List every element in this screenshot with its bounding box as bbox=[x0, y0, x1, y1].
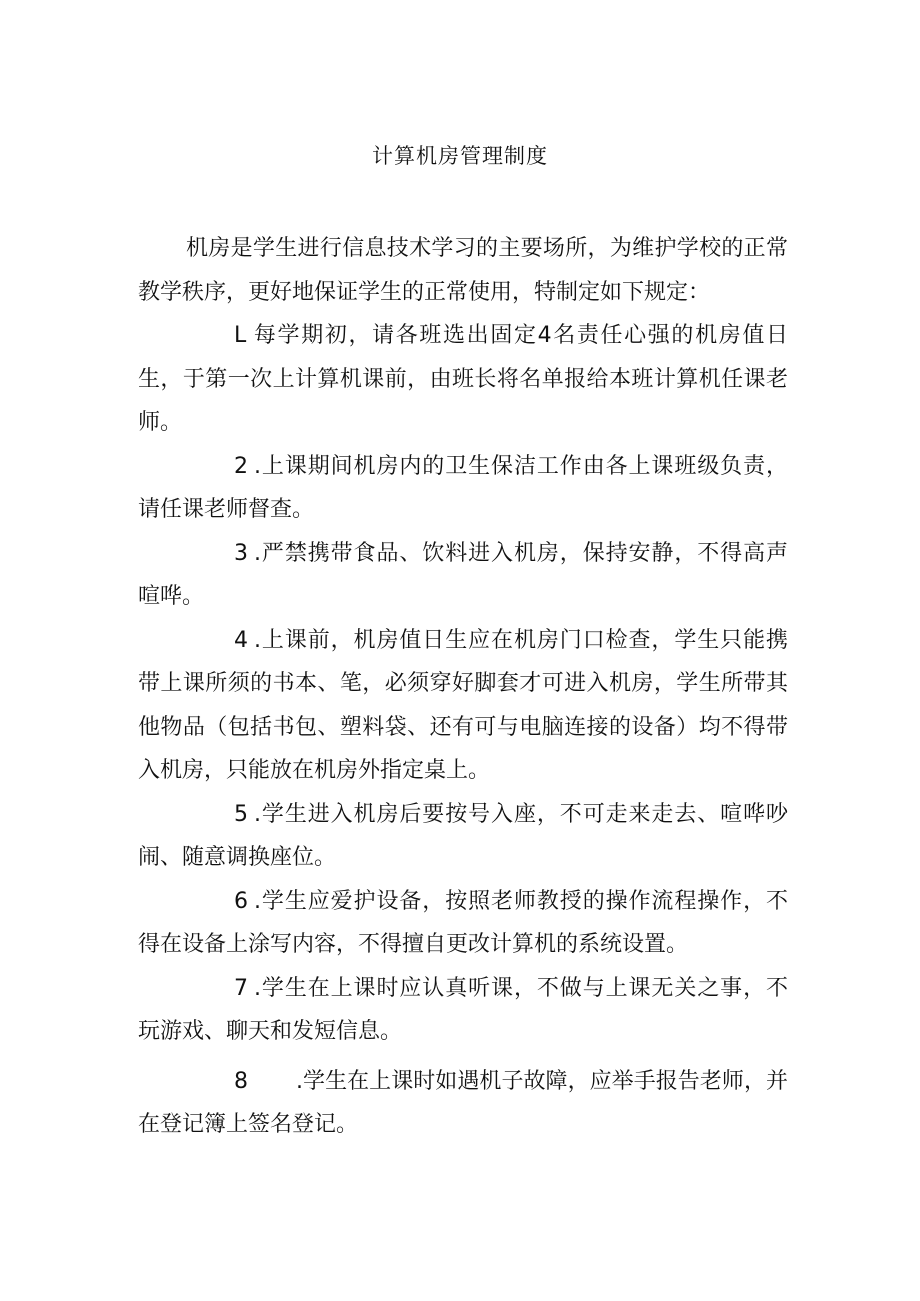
rule-item-6 bbox=[138, 880, 788, 967]
rule-number: 2 bbox=[234, 453, 248, 479]
rule-text: .上课期间机房内的卫生保洁工作由各上课班级负责，请任课老师督查。 bbox=[138, 453, 788, 522]
rule-item-8 bbox=[138, 1060, 788, 1147]
rule-number: 4 bbox=[234, 627, 248, 653]
rule-item-2 bbox=[138, 445, 788, 532]
rule-number: 7 bbox=[234, 975, 248, 1001]
intro-paragraph: 机房是学生进行信息技术学习的主要场所，为维护学校的正常教学秩序，更好地保证学生的正常使用，特制定如下规定： bbox=[138, 236, 788, 305]
rule-number: 8 bbox=[234, 1068, 248, 1094]
rule-text: .上课前，机房值日生应在机房门口检查，学生只能携带上课所须的书本、笔，必须穿好脚套才可进入机房，学生所带其他物品（包括书包、塑料袋、还有可与电脑连接的设备）均不得带入机房，只能放在机房外指定桌上。 bbox=[138, 627, 788, 783]
rule-item-3 bbox=[138, 532, 788, 619]
rule-number: 5 bbox=[234, 801, 248, 827]
rule-text: .学生在上课时如遇机子故障，应举手报告老师，并在登记簿上签名登记。 bbox=[138, 1068, 788, 1137]
rule-text: .学生应爱护设备，按照老师教授的操作流程操作，不得在设备上涂写内容，不得擅自更改计算机的系统设置。 bbox=[138, 888, 788, 957]
document-title: 计算机房管理制度 bbox=[372, 144, 548, 168]
rule-number: 3 bbox=[234, 540, 248, 566]
rule-number: 6 bbox=[234, 888, 248, 914]
rule-text: .严禁携带食品、饮料进入机房，保持安静，不得高声喧哗。 bbox=[138, 540, 788, 609]
rule-item-5 bbox=[138, 793, 788, 880]
document-body bbox=[138, 227, 788, 1147]
rule-item-7 bbox=[138, 967, 788, 1054]
rule-text: 每学期初，请各班选出固定4名责任心强的机房值日生，于第一次上计算机课前，由班长将名单报给本班计算机任课老师。 bbox=[138, 323, 788, 435]
rule-number: L bbox=[234, 323, 247, 348]
rule-item-1 bbox=[138, 314, 788, 445]
rule-text: .学生进入机房后要按号入座，不可走来走去、喧哗吵闹、随意调换座位。 bbox=[138, 801, 788, 870]
rule-item-4 bbox=[138, 619, 788, 793]
rule-text: .学生在上课时应认真听课，不做与上课无关之事，不玩游戏、聊天和发短信息。 bbox=[138, 975, 788, 1044]
